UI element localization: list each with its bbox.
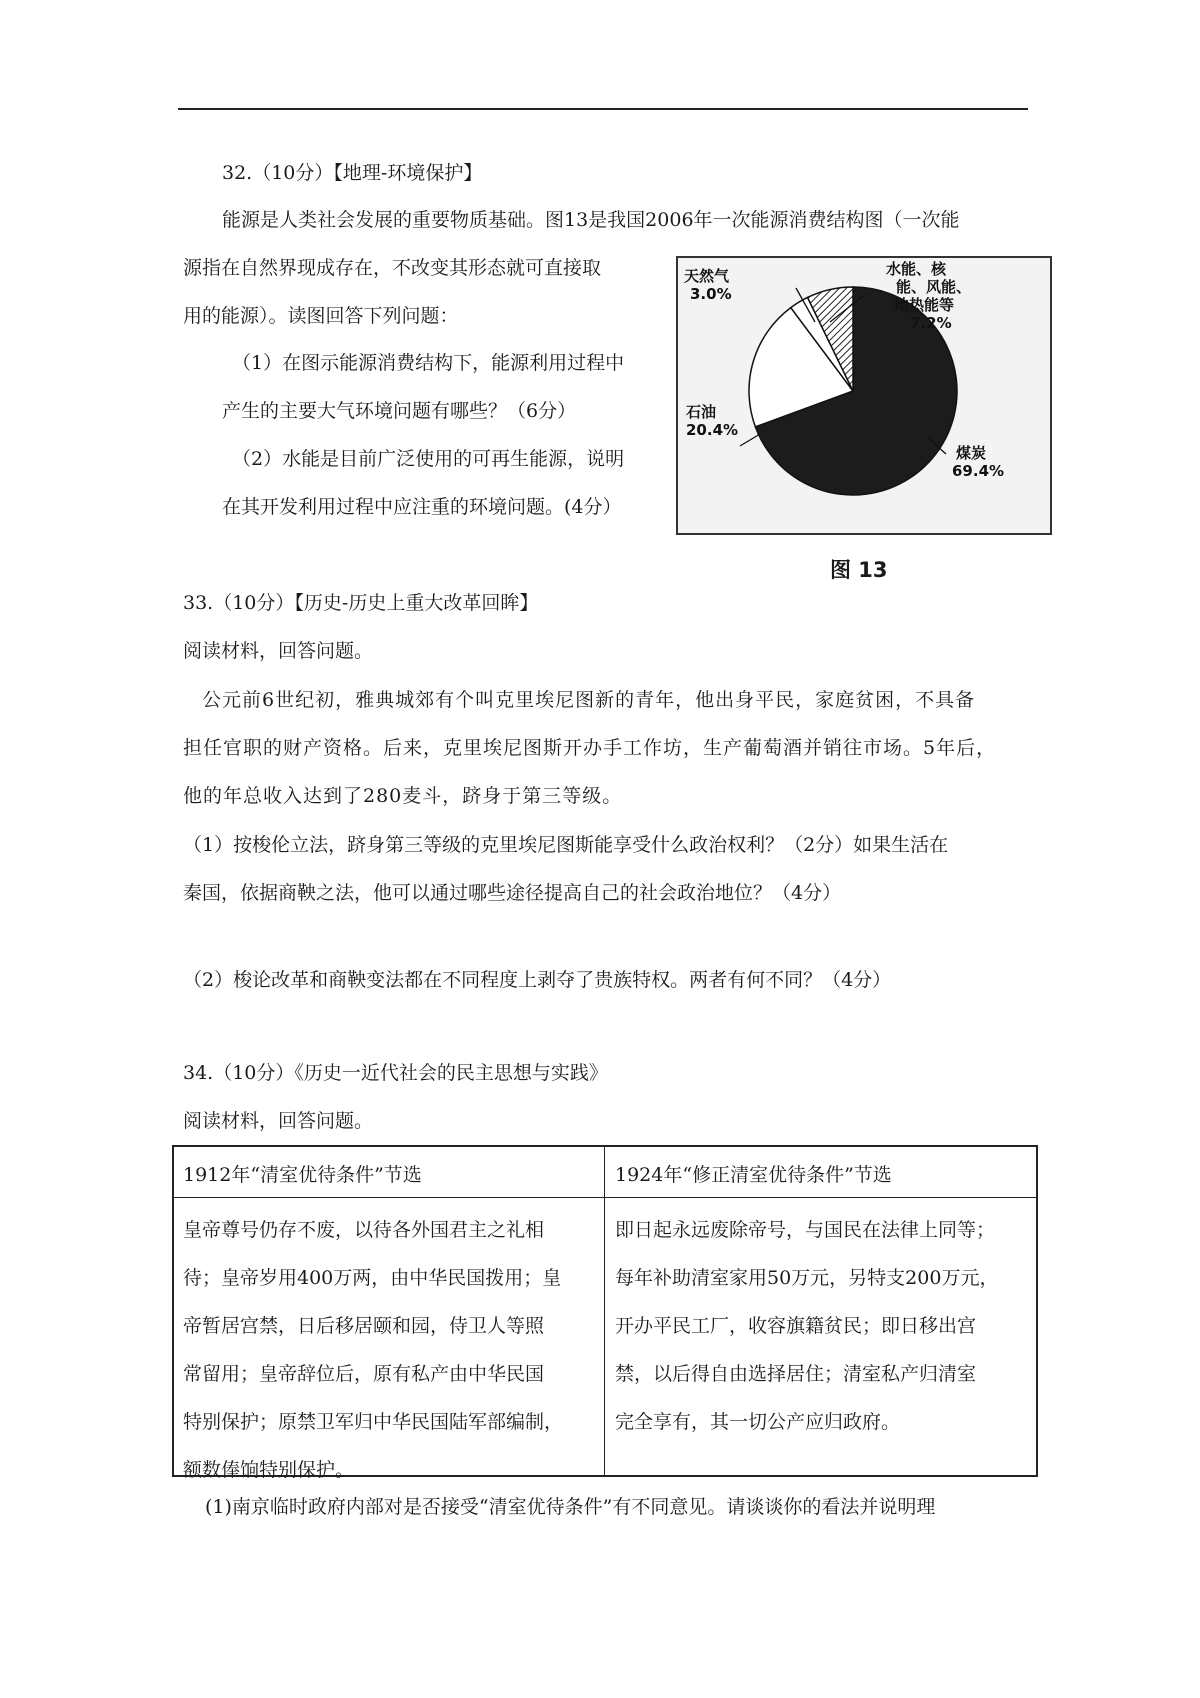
table-cell-line: 额数俸饷特别保护。 <box>183 1459 355 1481</box>
coal-label-value: 69.4% <box>952 462 1005 480</box>
q32-intro-line: 能源是人类社会发展的重要物质基础。图13是我国2006年一次能源消费结构图（一次能 <box>222 209 960 231</box>
q33-material-line: 他的年总收入达到了280麦斗，跻身于第三等级。 <box>183 785 623 807</box>
other-label <box>886 260 971 332</box>
q32-sub1-line: （1）在图示能源消费结构下，能源利用过程中 <box>232 352 625 374</box>
table-cell-line: 每年补助清室家用50万元，另特支200万元， <box>615 1267 999 1289</box>
coal-label-name: 煤炭 <box>956 444 987 462</box>
other-label-value: 7.2% <box>910 314 952 332</box>
oil-label-value: 20.4% <box>686 421 739 439</box>
q33-sub2: （2）梭论改革和商鞅变法都在不同程度上剥夺了贵族特权。两者有何不同？（4分） <box>183 969 892 991</box>
q34-material-table <box>172 1145 1038 1481</box>
q34-sub1: (1)南京临时政府内部对是否接受“清室优待条件”有不同意见。请谈谈你的看法并说明理 <box>205 1496 936 1518</box>
table-cell-line: 皇帝尊号仍存不废，以待各外国君主之礼相 <box>183 1219 545 1241</box>
q33-sub1-line: （1）按梭伦立法，跻身第三等级的克里埃尼图斯能享受什么政治权利？（2分）如果生活在 <box>183 834 949 856</box>
table-cell-line: 禁，以后得自由选择居住；清室私产归清室 <box>615 1363 977 1385</box>
table-cell-line: 常留用；皇帝辞位后，原有私产由中华民国 <box>183 1363 545 1385</box>
gas-label <box>684 267 732 303</box>
q33-heading: 33.（10分）【历史-历史上重大改革回眸】 <box>183 592 539 614</box>
table-header-1924: 1924年“修正清室优待条件”节选 <box>615 1164 892 1186</box>
table-cell-1924 <box>615 1206 998 1446</box>
table-header-divider <box>174 1197 1036 1198</box>
other-label-line: 地热能等 <box>894 296 955 314</box>
table-cell-line: 特别保护；原禁卫军归中华民国陆军部编制， <box>183 1411 564 1433</box>
q33-material-line: 担任官职的财产资格。后来，克里埃尼图斯开办手工作坊，生产葡萄酒并销往市场。5年后， <box>183 737 997 759</box>
q33-sub1-line: 秦国，依据商鞅之法，他可以通过哪些途径提高自己的社会政治地位？（4分） <box>183 882 842 904</box>
coal-label <box>952 444 1004 480</box>
figure-caption: 图 13 <box>830 558 888 582</box>
table-cell-line: 完全享有，其一切公产应归政府。 <box>615 1411 901 1433</box>
q32-sub1-line: 产生的主要大气环境问题有哪些？（6分） <box>222 400 577 422</box>
q33-material-line: 公元前6世纪初，雅典城郊有个叫克里埃尼图新的青年，他出身平民，家庭贫困，不具备 <box>202 689 976 711</box>
q32-heading: 32.（10分）【地理-环境保护】 <box>222 162 483 184</box>
oil-label-name: 石油 <box>686 403 717 421</box>
q32-sub2-line: （2）水能是目前广泛使用的可再生能源，说明 <box>232 448 625 470</box>
q34-instruction: 阅读材料，回答问题。 <box>183 1110 374 1132</box>
oil-leader-line <box>740 434 760 446</box>
energy-pie-chart <box>678 258 1050 533</box>
other-label-line: 能、风能、 <box>896 278 972 296</box>
q34-heading: 34.（10分）《历史一近代社会的民主思想与实践》 <box>183 1062 608 1084</box>
q33-instruction: 阅读材料，回答问题。 <box>183 640 374 662</box>
oil-label <box>686 403 738 439</box>
table-cell-1912 <box>183 1206 563 1494</box>
energy-pie-figure <box>676 256 1052 535</box>
table-cell-line: 帝暂居宫禁，日后移居颐和园，侍卫人等照 <box>183 1315 545 1337</box>
table-cell-line: 即日起永远废除帝号，与国民在法律上同等； <box>615 1219 996 1241</box>
table-header-1912: 1912年“清室优待条件”节选 <box>183 1164 422 1186</box>
header-rule <box>178 108 1028 110</box>
q32-intro-line: 源指在自然界现成存在，不改变其形态就可直接取 <box>183 257 602 279</box>
other-label-line: 水能、核 <box>886 260 947 278</box>
table-cell-line: 开办平民工厂，收容旗籍贫民；即日移出宫 <box>615 1315 977 1337</box>
gas-label-value: 3.0% <box>690 285 732 303</box>
q32-sub2-line: 在其开发利用过程中应注重的环境问题。(4分） <box>222 496 622 518</box>
table-cell-line: 待；皇帝岁用400万两，由中华民国拨用；皇 <box>183 1267 562 1289</box>
q32-intro-line: 用的能源）。读图回答下列问题： <box>183 305 459 327</box>
gas-label-name: 天然气 <box>684 267 730 285</box>
